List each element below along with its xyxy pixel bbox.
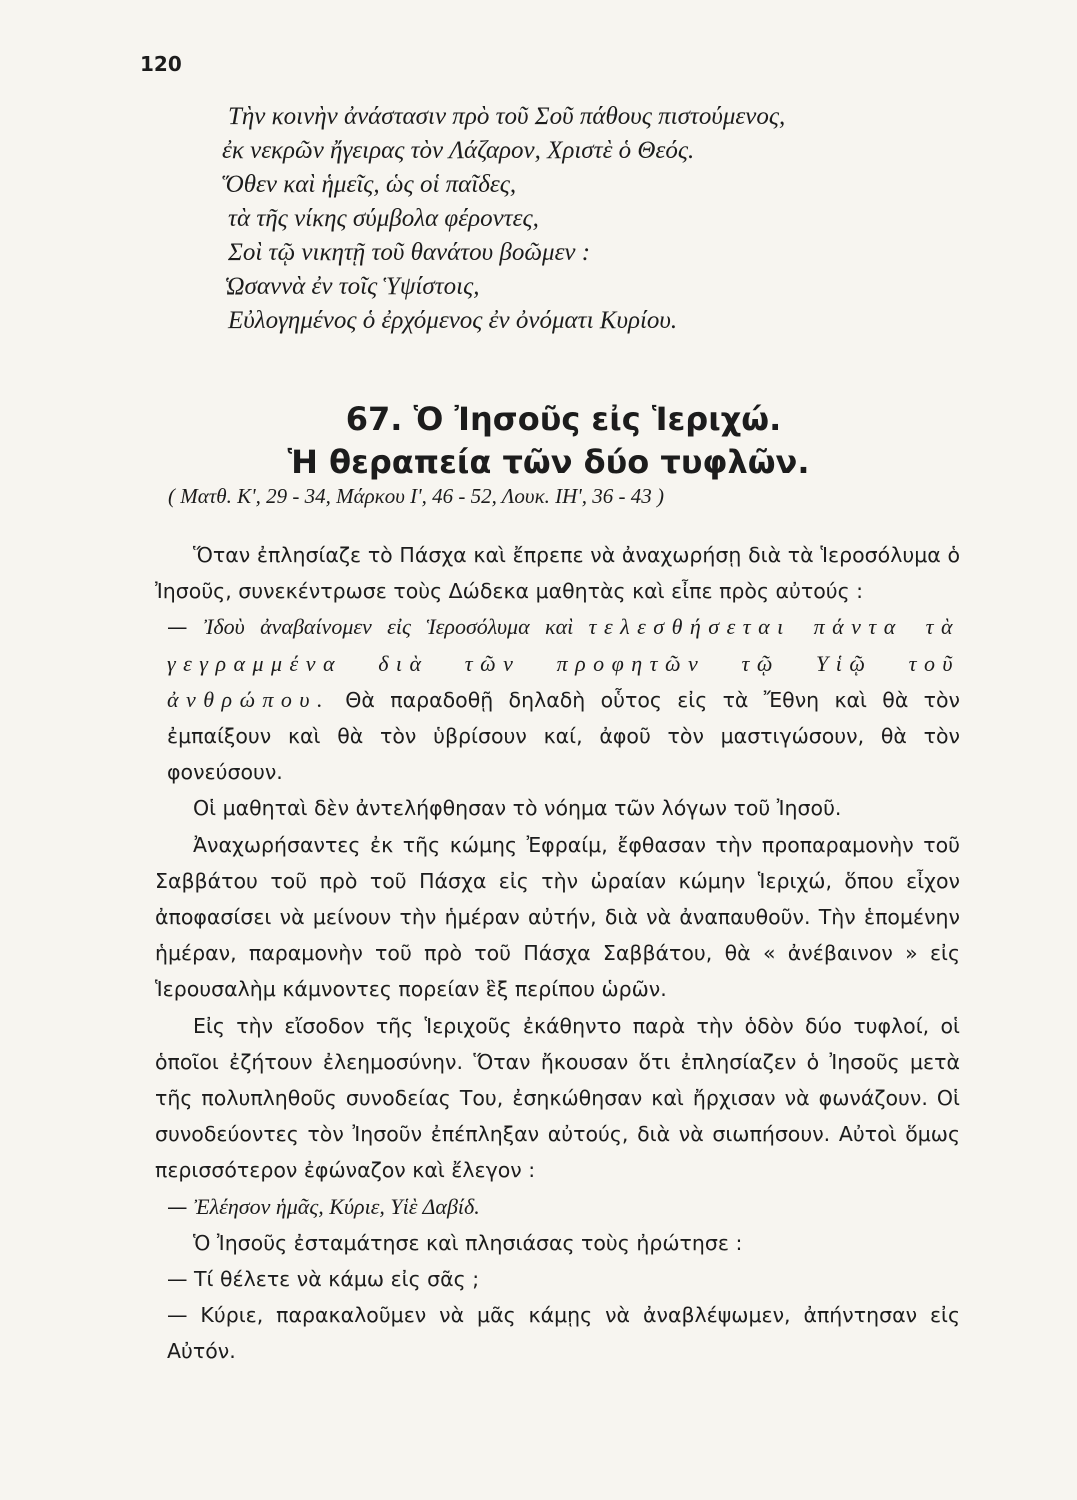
page-number: 120 xyxy=(140,52,182,76)
hymn-verse xyxy=(222,100,922,338)
hymn-line: ἐκ νεκρῶν ἤγειρας τὸν Λάζαρον, Χριστὲ ὁ Θεός. xyxy=(222,137,695,164)
hymn-line: Εὐλογημένος ὁ ἐρχόμενος ἐν ὀνόματι Κυρίου. xyxy=(228,307,678,334)
paragraph: Εἰς τὴν εἴσοδον τῆς Ἱεριχοῦς ἐκάθηντο παρὰ τὴν ὁδὸν δύο τυφλοί, οἱ ὁποῖοι ἐζήτουν ἐλεημοσύνην. Ὅταν ἤκουσαν ὅτι ἐπλησίαζεν ὁ Ἰησοῦς μετὰ τῆς πολυπληθοῦς συνοδείας Του, ἐσηκώθησαν καὶ ἤρχισαν νὰ φωνάζουν. Οἱ συνοδεύοντες τὸν Ἰησοῦν ἐπέπληξαν αὐτούς, διὰ νὰ σιωπήσουν. Αὐτοὶ ὅμως περισσότερον ἐφώναζον καὶ ἔλεγον : xyxy=(155,1013,960,1183)
paragraph: Οἱ μαθηταὶ δὲν ἀντελήφθησαν τὸ νόημα τῶν λόγων τοῦ Ἰησοῦ. xyxy=(193,796,842,821)
section-title: 67. Ὁ Ἰησοῦς εἰς Ἱεριχώ. xyxy=(345,400,782,438)
dialog-dash: — xyxy=(167,1194,195,1219)
emphasized-quote: τελεσθήσεται πάντα τὰ γεγραμμένα διὰ τῶν προφητῶν τῷ Υἱῷ τοῦ ἀνθρώπου. xyxy=(167,614,960,712)
body-text xyxy=(155,537,960,1370)
quoted-speech: Ἰδοὺ ἀναβαίνομεν εἰς Ἱεροσόλυμα καὶ xyxy=(203,614,589,640)
paragraph: Ἀναχωρήσαντες ἐκ τῆς κώμης Ἐφραίμ, ἔφθασαν τὴν προπαραμονὴν τοῦ Σαββάτου τοῦ πρὸ τοῦ Πάσχα εἰς τὴν ὡραίαν κώμην Ἱεριχώ, ὅπου εἶχον ἀποφασίσει νὰ μείνουν τὴν ἡμέραν αὐτήν, διὰ νὰ ἀναπαυθοῦν. Τὴν ἑπομένην ἡμέραν, παραμονὴν τοῦ πρὸ τοῦ Πάσχα Σαββάτου, θὰ « ἀνέβαινον » εἰς Ἱερουσαλὴμ κάμνοντες πορείαν ἓξ περίπου ὡρῶν. xyxy=(155,832,960,1002)
paragraph: Ὅταν ἐπλησίαζε τὸ Πάσχα καὶ ἔπρεπε νὰ ἀναχωρήσῃ διὰ τὰ Ἱεροσόλυμα ὁ Ἰησοῦς, συνεκέντρωσε τοὺς Δώδεκα μαθητὰς καὶ εἶπε πρὸς αὐτούς : xyxy=(155,543,960,604)
hymn-line: τὰ τῆς νίκης σύμβολα φέροντες, xyxy=(228,205,539,232)
dialog-dash: — xyxy=(167,615,204,640)
paragraph-continuation: Θὰ παραδοθῇ δηλαδὴ οὗτος εἰς τὰ Ἔθνη καὶ θὰ τὸν ἐμπαίξουν καὶ θὰ τὸν ὑβρίσουν καί, ἀφοῦ τὸν μαστιγώσουν, θὰ τὸν φονεύσουν. xyxy=(167,687,960,785)
hymn-line: Τὴν κοινὴν ἀνάστασιν πρὸ τοῦ Σοῦ πάθους πιστούμενος, xyxy=(228,103,786,130)
section-subtitle: Ἡ θεραπεία τῶν δύο τυφλῶν. xyxy=(287,443,810,481)
paragraph-plea xyxy=(167,1189,960,1225)
scripture-reference: ( Ματθ. Κ', 29 - 34, Μάρκου Ι', 46 - 52, Λουκ. ΙΗ', 36 - 43 ) xyxy=(168,484,665,508)
dialog-line: — Τί θέλετε νὰ κάμω εἰς σᾶς ; xyxy=(167,1267,480,1292)
hymn-line: Ὅθεν καὶ ἡμεῖς, ὡς οἱ παῖδες, xyxy=(222,171,517,198)
paragraph-prophecy xyxy=(167,609,960,790)
hymn-line: Ὡσαννὰ ἐν τοῖς Ὑψίστοις, xyxy=(224,273,480,300)
hymn-line: Σοὶ τῷ νικητῇ τοῦ θανάτου βοῶμεν : xyxy=(228,239,591,266)
dialog-line: — Κύριε, παρακαλοῦμεν νὰ μᾶς κάμῃς νὰ ἀναβλέψωμεν, ἀπήντησαν εἰς Αὐτόν. xyxy=(167,1303,960,1364)
paragraph: Ὁ Ἰησοῦς ἐσταμάτησε καὶ πλησιάσας τοὺς ἠρώτησε : xyxy=(193,1230,743,1255)
quoted-speech: Ἐλέησον ἡμᾶς, Κύριε, Υἱὲ Δαβίδ. xyxy=(194,1193,480,1219)
